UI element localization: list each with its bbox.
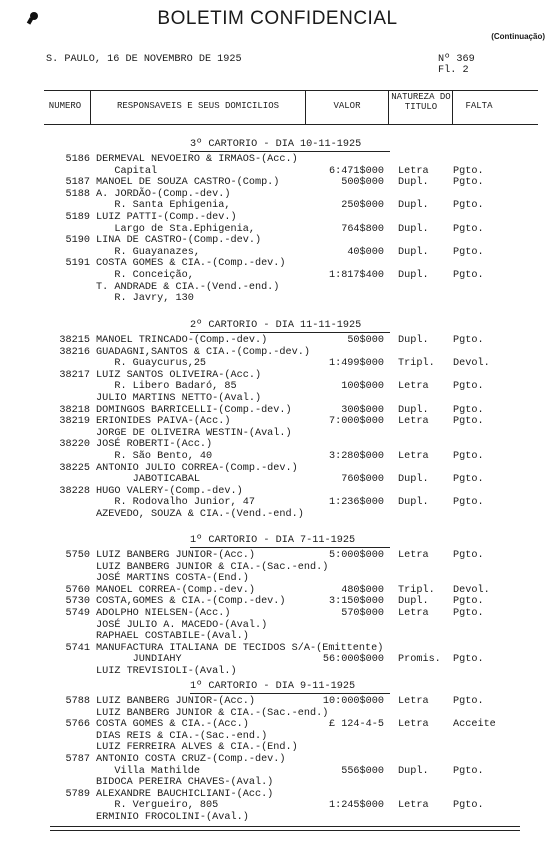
- row-nature: Letra: [398, 416, 429, 428]
- section-underline: [190, 151, 390, 152]
- row-nature: Dupl.: [398, 200, 429, 212]
- table-row: [0, 654, 555, 665]
- section-underline: [190, 547, 390, 548]
- section-underline: [190, 693, 390, 694]
- row-nature: Letra: [398, 608, 429, 619]
- table-row: [0, 731, 555, 742]
- row-responsible: DIAS REIS & CIA.-(Sac.-end.): [96, 730, 268, 742]
- row-value: 300$000: [341, 404, 384, 416]
- row-falta: Pgto.: [453, 165, 484, 177]
- col-divider: [388, 90, 389, 124]
- table-row: [0, 754, 555, 765]
- row-nature: Letra: [398, 550, 429, 561]
- table-row: [0, 293, 555, 304]
- col-divider: [90, 90, 91, 124]
- row-nature: Dupl.: [398, 596, 429, 608]
- row-falta: Pgto.: [453, 335, 484, 346]
- col-header-responsaveis: RESPONSAVEIS E SEUS DOMICILIOS: [116, 101, 280, 111]
- row-falta: Pgto.: [453, 223, 484, 235]
- table-row: [0, 666, 555, 677]
- row-number: 5760: [65, 584, 90, 596]
- row-falta: Acceite: [453, 719, 496, 731]
- row-responsible: LINA DE CASTRO-(Comp.-dev.): [96, 235, 262, 247]
- row-falta: Pgto.: [453, 497, 484, 509]
- row-nature: Letra: [398, 719, 429, 731]
- table-row: [0, 486, 555, 497]
- table-row: [0, 370, 555, 381]
- table-row: [0, 497, 555, 508]
- row-nature: Dupl.: [398, 177, 429, 189]
- row-nature: Dupl.: [398, 497, 429, 509]
- table-row: [0, 596, 555, 607]
- row-responsible: DOMINGOS BARRICELLI-(Comp.-dev.): [96, 404, 292, 416]
- row-value: £ 124-4-5: [328, 719, 384, 731]
- table-row: [0, 608, 555, 619]
- row-value: 3:280$000: [328, 451, 384, 462]
- document-title: BOLETIM CONFIDENCIAL: [157, 8, 398, 29]
- row-responsible: R. Rodovalho Junior, 47: [96, 497, 255, 509]
- row-number: 5191: [65, 258, 90, 270]
- row-falta: Pgto.: [453, 404, 484, 416]
- table-row: [0, 347, 555, 358]
- row-number: 5189: [65, 212, 90, 223]
- table-row: [0, 474, 555, 485]
- row-falta: Pgto.: [453, 200, 484, 212]
- row-responsible: LUIZ TREVISIOLI-(Aval.): [96, 666, 237, 677]
- row-responsible: R. São Bento, 40: [96, 451, 213, 462]
- row-value: 56:000$000: [322, 654, 384, 666]
- table-row: [0, 451, 555, 462]
- table-row: [0, 416, 555, 427]
- table-row: [0, 696, 555, 707]
- row-value: 480$000: [341, 584, 384, 596]
- section-title: 3º CARTORIO - DIA 10-11-1925: [190, 139, 362, 150]
- row-responsible: R. Guayanazes,: [96, 246, 200, 258]
- row-responsible: ADOLPHO NIELSEN-(Acc.): [96, 608, 231, 619]
- table-row: [0, 509, 555, 520]
- row-responsible: ANTONIO COSTA CRUZ-(Comp.-dev.): [96, 754, 286, 765]
- row-responsible: ALEXANDRE BAUCHICLIANI-(Acc.): [96, 788, 274, 800]
- row-falta: Pgto.: [453, 550, 484, 561]
- row-responsible: MANOEL CORREA-(Comp.-dev.): [96, 584, 255, 596]
- table-row: [0, 789, 555, 800]
- table-row: [0, 200, 555, 211]
- section-underline: [190, 332, 390, 333]
- row-number: 5186: [65, 154, 90, 165]
- row-falta: Pgto.: [453, 177, 484, 189]
- row-responsible: ANTONIO JULIO CORREA-(Comp.-dev.): [96, 462, 298, 474]
- row-number: 38217: [59, 369, 90, 381]
- row-responsible: COSTA GOMES & CIA.-(Comp.-dev.): [96, 258, 286, 270]
- table-row: [0, 428, 555, 439]
- table-row: [0, 177, 555, 188]
- row-value: 1:499$000: [328, 358, 384, 370]
- row-number: 5187: [65, 177, 90, 189]
- row-value: 760$000: [341, 474, 384, 486]
- section-title: 1º CARTORIO - DIA 7-11-1925: [190, 535, 356, 546]
- row-falta: Pgto.: [453, 608, 484, 619]
- row-responsible: Villa Mathilde: [96, 765, 200, 777]
- city-date: S. PAULO, 16 DE NOVEMBRO DE 1925: [46, 54, 242, 65]
- row-falta: Devol.: [453, 584, 490, 596]
- row-value: 3:150$000: [328, 596, 384, 608]
- table-row: [0, 166, 555, 177]
- header-bottom-rule: [44, 124, 538, 125]
- row-value: 6:471$000: [328, 165, 384, 177]
- row-responsible: R. Guaycurus,25: [96, 358, 207, 370]
- table-row: [0, 631, 555, 642]
- table-row: [0, 154, 555, 165]
- bulletin-number: Nº 369: [438, 54, 475, 65]
- row-nature: Letra: [398, 165, 429, 177]
- row-responsible: LUIZ BANBERG JUNIOR-(Acc.): [96, 550, 255, 561]
- table-row: [0, 258, 555, 269]
- row-value: 1:245$000: [328, 800, 384, 812]
- row-responsible: T. ANDRADE & CIA.-(Vend.-end.): [96, 281, 280, 293]
- table-row: [0, 381, 555, 392]
- row-nature: Dupl.: [398, 335, 429, 346]
- row-number: 5789: [65, 788, 90, 800]
- header-top-rule: [44, 90, 538, 91]
- row-falta: Pgto.: [453, 246, 484, 258]
- row-number: 5788: [65, 696, 90, 707]
- row-number: 5190: [65, 235, 90, 247]
- table-row: [0, 742, 555, 753]
- row-falta: Pgto.: [453, 381, 484, 393]
- row-responsible: GUADAGNI,SANTOS & CIA.-(Comp.-dev.): [96, 346, 310, 358]
- table-row: [0, 708, 555, 719]
- row-falta: Pgto.: [453, 800, 484, 812]
- col-divider: [452, 90, 453, 124]
- table-row: [0, 335, 555, 346]
- table-row: [0, 643, 555, 654]
- row-nature: Dupl.: [398, 404, 429, 416]
- row-nature: Dupl.: [398, 270, 429, 281]
- row-responsible: R. Javry, 130: [96, 293, 194, 305]
- section-title: 2º CARTORIO - DIA 11-11-1925: [190, 320, 362, 331]
- row-nature: Dupl.: [398, 765, 429, 777]
- row-nature: Letra: [398, 800, 429, 812]
- row-value: 100$000: [341, 381, 384, 393]
- row-nature: Tripl.: [398, 358, 435, 370]
- row-falta: Pgto.: [453, 270, 484, 281]
- table-row: [0, 247, 555, 258]
- table-row: [0, 550, 555, 561]
- row-responsible: JOSÉ JULIO A. MACEDO-(Aval.): [96, 619, 268, 631]
- row-value: 1:817$400: [328, 270, 384, 281]
- row-responsible: Capital: [96, 165, 158, 177]
- row-responsible: MANOEL DE SOUZA CASTRO-(Comp.): [96, 177, 280, 189]
- table-row: [0, 766, 555, 777]
- row-responsible: LUIZ PATTI-(Comp.-dev.): [96, 212, 237, 223]
- row-number: 38220: [59, 439, 90, 451]
- section-title: 1º CARTORIO - DIA 9-11-1925: [190, 681, 356, 692]
- table-row: [0, 189, 555, 200]
- row-value: 250$000: [341, 200, 384, 212]
- row-nature: Promis.: [398, 654, 441, 666]
- row-value: 764$800: [341, 223, 384, 235]
- row-responsible: JABOTICABAL: [96, 474, 200, 486]
- row-nature: Letra: [398, 451, 429, 462]
- table-row: [0, 212, 555, 223]
- continuation-label: (Continuação): [491, 32, 545, 41]
- row-responsible: LUIZ BANBERG JUNIOR & CIA.-(Sac.-end.): [96, 561, 329, 573]
- table-row: [0, 405, 555, 416]
- row-number: 5766: [65, 719, 90, 731]
- col-header-numero: NUMERO: [48, 101, 82, 111]
- row-number: 5750: [65, 550, 90, 561]
- col-header-natureza: NATUREZA DO TITULO: [391, 92, 451, 112]
- row-responsible: COSTA GOMES & CIA.-(Acc.): [96, 719, 249, 731]
- table-row: [0, 800, 555, 811]
- row-falta: Devol.: [453, 358, 490, 370]
- row-nature: Letra: [398, 381, 429, 393]
- row-value: 1:236$000: [328, 497, 384, 509]
- row-falta: Pgto.: [453, 451, 484, 462]
- table-row: [0, 270, 555, 281]
- footer-rule: [50, 830, 520, 831]
- row-responsible: R. Conceição,: [96, 270, 194, 281]
- row-responsible: LUIZ BANBERG JUNIOR & CIA.-(Sac.-end.): [96, 707, 329, 719]
- row-nature: Dupl.: [398, 223, 429, 235]
- table-row: [0, 585, 555, 596]
- row-value: 500$000: [341, 177, 384, 189]
- row-nature: Letra: [398, 696, 429, 707]
- row-falta: Pgto.: [453, 696, 484, 707]
- row-responsible: LUIZ SANTOS OLIVEIRA-(Acc.): [96, 369, 262, 381]
- row-number: 5741: [65, 642, 90, 654]
- table-row: [0, 812, 555, 823]
- row-responsible: JUNDIAHY: [96, 654, 182, 666]
- row-responsible: JOSÉ ROBERTI-(Acc.): [96, 439, 213, 451]
- row-responsible: AZEVEDO, SOUZA & CIA.-(Vend.-end.): [96, 509, 304, 520]
- row-value: 50$000: [347, 335, 384, 346]
- row-number: 38218: [59, 404, 90, 416]
- row-nature: Dupl.: [398, 246, 429, 258]
- col-header-falta: FALTA: [465, 101, 493, 111]
- row-number: 38215: [59, 335, 90, 346]
- row-value: 570$000: [341, 608, 384, 619]
- row-falta: Pgto.: [453, 474, 484, 486]
- row-responsible: HUGO VALERY-(Comp.-dev.): [96, 485, 243, 497]
- table-row: [0, 224, 555, 235]
- row-nature: Dupl.: [398, 474, 429, 486]
- table-row: [0, 719, 555, 730]
- row-responsible: JORGE DE OLIVEIRA WESTIN-(Aval.): [96, 427, 292, 439]
- row-responsible: R. Santa Ephigenia,: [96, 200, 231, 212]
- table-row: [0, 235, 555, 246]
- row-number: 38225: [59, 462, 90, 474]
- table-row: [0, 439, 555, 450]
- table-row: [0, 562, 555, 573]
- row-responsible: A. JORDÃO-(Comp.-dev.): [96, 188, 231, 200]
- row-falta: Pgto.: [453, 596, 484, 608]
- table-row: [0, 358, 555, 369]
- row-responsible: MANOEL TRINCADO-(Comp.-dev.): [96, 335, 268, 346]
- table-row: [0, 777, 555, 788]
- col-header-valor: VALOR: [333, 101, 361, 111]
- row-responsible: ERIONIDES PAIVA-(Acc.): [96, 416, 231, 428]
- row-falta: Pgto.: [453, 654, 484, 666]
- row-number: 5787: [65, 754, 90, 765]
- row-responsible: ERMINIO FROCOLINI-(Aval.): [96, 812, 249, 823]
- row-responsible: LUIZ BANBERG JUNIOR-(Acc.): [96, 696, 255, 707]
- row-responsible: R. Vergueiro, 805: [96, 800, 219, 812]
- row-value: 5:000$000: [328, 550, 384, 561]
- row-value: 556$000: [341, 765, 384, 777]
- row-value: 7:000$000: [328, 416, 384, 428]
- row-number: 5730: [65, 596, 90, 608]
- row-falta: Pgto.: [453, 416, 484, 428]
- row-number: 38219: [59, 416, 90, 428]
- table-row: [0, 463, 555, 474]
- row-responsible: LUIZ FERREIRA ALVES & CIA.-(End.): [96, 742, 298, 754]
- row-responsible: RAPHAEL COSTABILE-(Aval.): [96, 631, 249, 643]
- row-nature: Tripl.: [398, 584, 435, 596]
- row-responsible: JULIO MARTINS NETTO-(Aval.): [96, 393, 262, 404]
- table-row: [0, 282, 555, 293]
- row-falta: Pgto.: [453, 765, 484, 777]
- row-responsible: JOSÉ MARTINS COSTA-(End.): [96, 573, 249, 585]
- table-row: [0, 573, 555, 584]
- row-number: 5749: [65, 608, 90, 619]
- row-number: 38216: [59, 346, 90, 358]
- footer-rule: [50, 826, 520, 827]
- row-number: 38228: [59, 485, 90, 497]
- row-responsible: COSTA,GOMES & CIA.-(Comp.-dev.): [96, 596, 286, 608]
- row-responsible: R. Libero Badaró, 85: [96, 381, 237, 393]
- row-responsible: DERMEVAL NEVOEIRO & IRMAOS-(Acc.): [96, 154, 298, 165]
- row-responsible: MANUFACTURA ITALIANA DE TECIDOS S/A-(Emittente): [96, 642, 384, 654]
- row-responsible: Largo de Sta.Ephigenia,: [96, 223, 255, 235]
- table-row: [0, 620, 555, 631]
- sheet-number: Fl. 2: [438, 65, 469, 76]
- table-row: [0, 393, 555, 404]
- row-value: 10:000$000: [322, 696, 384, 707]
- row-value: 40$000: [347, 246, 384, 258]
- row-responsible: BIDOCA PEREIRA CHAVES-(Aval.): [96, 777, 274, 789]
- row-number: 5188: [65, 188, 90, 200]
